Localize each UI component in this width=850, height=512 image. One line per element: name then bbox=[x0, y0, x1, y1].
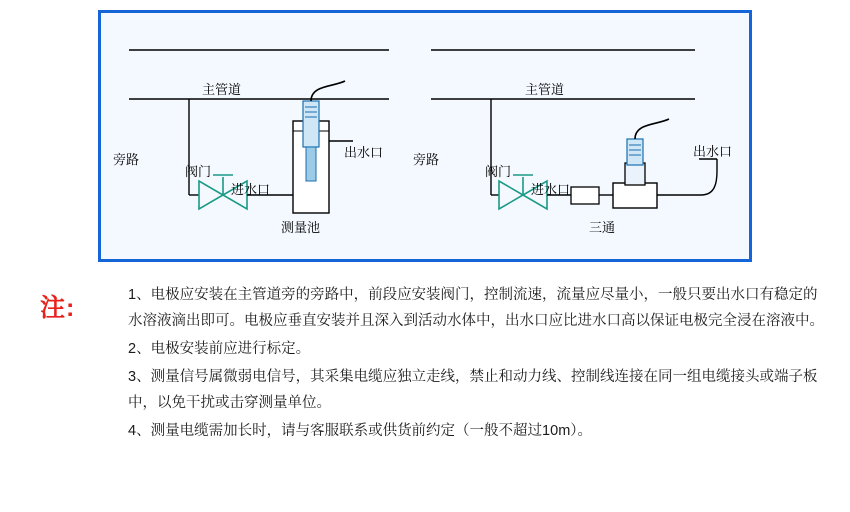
note-item-text: 2、电极安装前应进行标定。 bbox=[128, 341, 311, 357]
note-item-text: 4、测量电缆需加长时，请与客服联系或供货前约定（一般不超过10m）。 bbox=[128, 423, 593, 439]
left-valve-label: 阀门 bbox=[185, 164, 212, 179]
diagram-panel bbox=[98, 10, 752, 262]
note-item-text: 1、电极应安装在主管道旁的旁路中，前段应安装阀门，控制流速，流量应尽量小，一般只要出水口有稳定的水溶液滴出即可。电极应垂直安装并且深入到活动水体中，出水口应比进水口高以保证电极完全浸在溶液中。 bbox=[128, 287, 824, 329]
note-item bbox=[128, 336, 828, 362]
right-main-pipe-label: 主管道 bbox=[525, 82, 565, 97]
right-outlet-label: 出水口 bbox=[693, 144, 733, 159]
left-main-pipe-label: 主管道 bbox=[202, 82, 242, 97]
notes-list bbox=[128, 282, 828, 446]
measuring-vessel-label: 测量池 bbox=[281, 220, 321, 235]
left-bypass-label: 旁路 bbox=[113, 152, 140, 167]
note-item-text: 3、测量信号属微弱电信号，其采集电缆应独立走线，禁止和动力线、控制线连接在同一组电缆接头或端子板中，以免干扰或击穿测量单位。 bbox=[128, 369, 818, 411]
note-item bbox=[128, 282, 828, 334]
right-inlet-label: 进水口 bbox=[531, 182, 571, 197]
notes-heading: 注: bbox=[40, 294, 76, 322]
right-valve-label: 阀门 bbox=[485, 164, 512, 179]
installation-diagram-svg bbox=[101, 13, 749, 259]
left-outlet-label: 出水口 bbox=[344, 145, 384, 160]
note-item bbox=[128, 418, 828, 444]
diagram-canvas bbox=[101, 13, 749, 259]
note-item bbox=[128, 364, 828, 416]
right-bypass-label: 旁路 bbox=[413, 152, 440, 167]
tee-fitting-label: 三通 bbox=[589, 220, 616, 235]
left-inlet-label: 进水口 bbox=[231, 182, 271, 197]
